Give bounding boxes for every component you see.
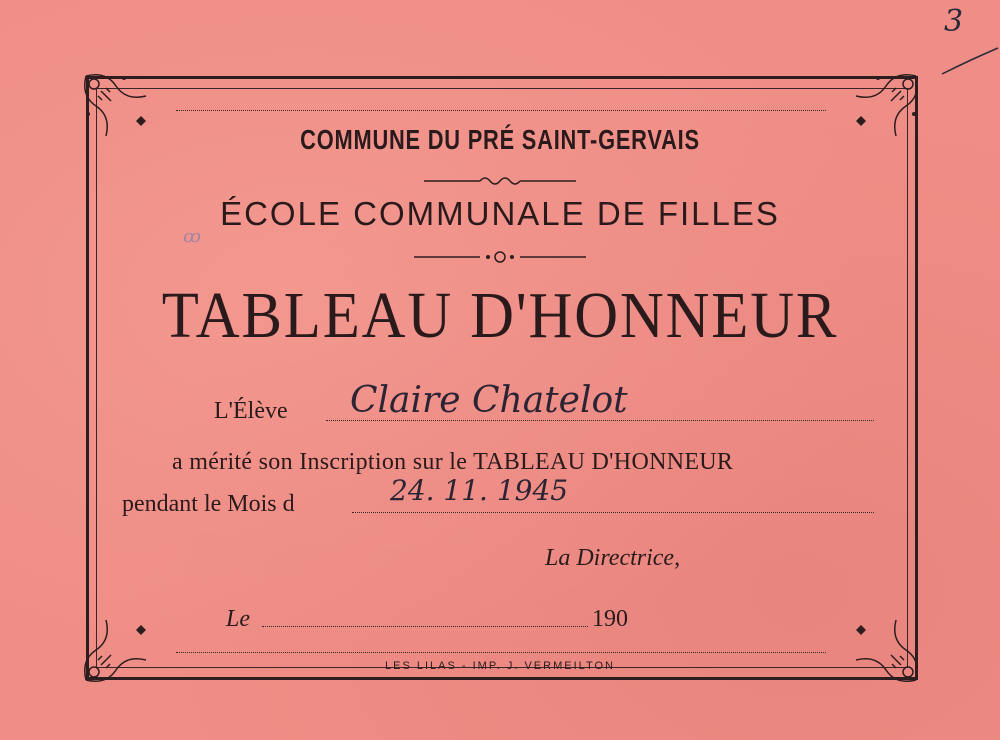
faint-pencil-mark: ꝏ bbox=[183, 226, 201, 247]
top-dotted-rule bbox=[176, 110, 826, 111]
student-name: Claire Chatelot bbox=[350, 380, 628, 421]
student-label: L'Élève bbox=[214, 398, 288, 424]
date-label: Le bbox=[226, 606, 250, 632]
date-line bbox=[262, 626, 588, 627]
corner-ornament-bottom-right bbox=[846, 610, 926, 690]
page-number: 3 bbox=[944, 4, 964, 39]
month-label: pendant le Mois d bbox=[122, 491, 295, 517]
commune-heading: COMMUNE DU PRÉ SAINT-GERVAIS bbox=[300, 124, 700, 155]
corner-ornament-bottom-left bbox=[76, 610, 156, 690]
year-prefix: 190 bbox=[592, 606, 628, 632]
page-number-stroke bbox=[940, 40, 1000, 80]
bottom-dotted-rule bbox=[176, 652, 826, 653]
certificate-title: TABLEAU D'HONNEUR bbox=[161, 279, 839, 352]
printer-credit: LES LILAS - IMP. J. VERMEILTON bbox=[385, 660, 615, 672]
divider-ornament-2 bbox=[410, 250, 590, 264]
merit-text: a mérité son Inscription sur le TABLEAU D'HONNEUR bbox=[172, 449, 734, 475]
divider-ornament-1 bbox=[420, 174, 580, 188]
month-line bbox=[352, 512, 874, 513]
signature-label: La Directrice, bbox=[545, 545, 681, 571]
month-value: 24. 11. 1945 bbox=[390, 474, 569, 507]
school-heading: ÉCOLE COMMUNALE DE FILLES bbox=[220, 195, 780, 232]
